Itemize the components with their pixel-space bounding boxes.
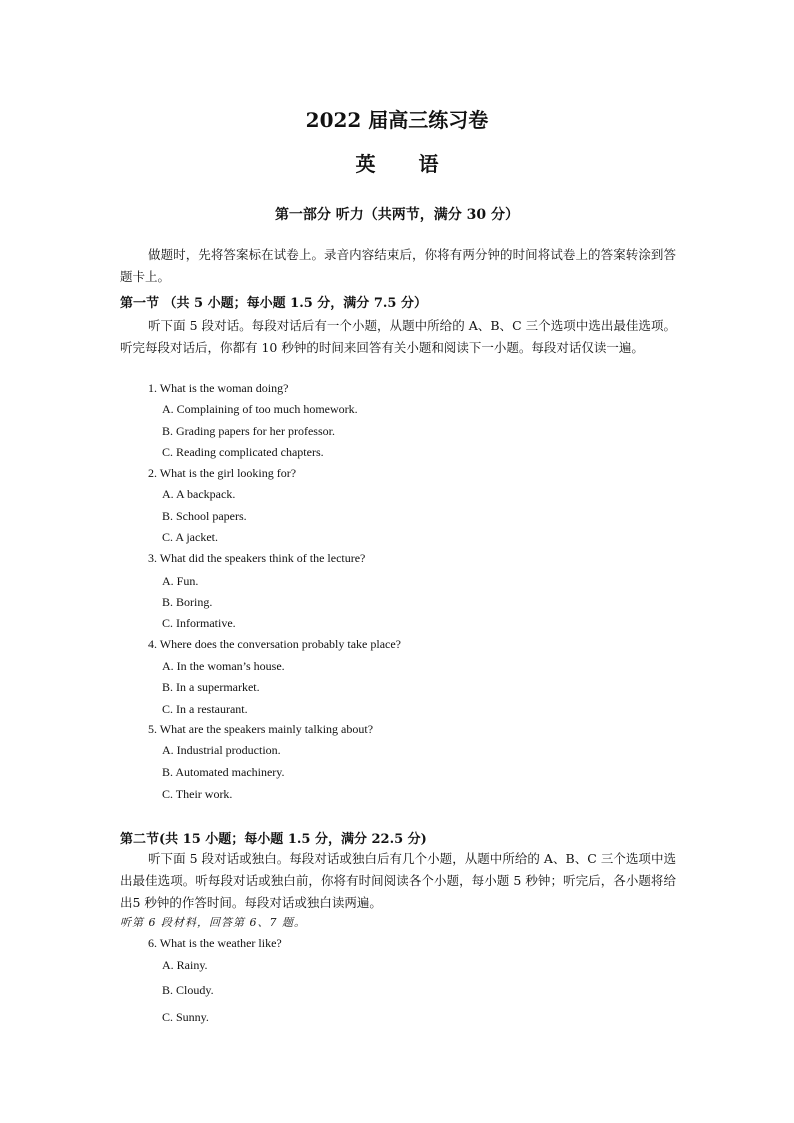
option-1a: A. Complaining of too much homework.: [162, 402, 358, 416]
option-2c: C. A jacket.: [162, 530, 218, 544]
section2-heading: 第二节(共 15 小题；每小题 1.5 分，满分 22.5 分): [120, 832, 427, 847]
question-4: 4. Where does the conversation probably take place?: [148, 637, 402, 651]
exam-title: 2022 届高三练习卷: [305, 108, 489, 132]
option-6c: C. Sunny.: [162, 1010, 209, 1024]
option-5c: C. Their work.: [162, 787, 233, 801]
question-6: 6. What is the weather like?: [148, 936, 282, 950]
question-3: 3. What did the speakers think of the lecture?: [148, 551, 366, 565]
option-5a: A. Industrial production.: [162, 743, 281, 757]
option-3c: C. Informative.: [162, 616, 236, 630]
question-2: 2. What is the girl looking for?: [148, 466, 297, 480]
question-5: 5. What are the speakers mainly talking about?: [148, 722, 374, 736]
listening-note: 听第 6 段材料，回答第 6、7 题。: [120, 916, 306, 929]
option-4a: A. In the woman’s house.: [162, 659, 285, 673]
subject-title: 英 语: [355, 152, 457, 176]
section2-instruction: 听下面 5 段对话或独白。每段对话或独白后有几个小题，从题中所给的 A、B、C 三个选项中选出最佳选项。听每段对话或独白前，你将有时间阅读各个小题，每小题 5 秒钟；听完后，各小题将给出5 秒钟的作答时间。每段对话或独白读两遍。: [120, 851, 676, 910]
section1-heading: 第一节 （共 5 小题；每小题 1.5 分，满分 7.5 分）: [120, 296, 427, 311]
option-4b: B. In a supermarket.: [162, 680, 260, 694]
option-6b: B. Cloudy.: [162, 983, 214, 997]
option-2b: B. School papers.: [162, 509, 247, 523]
option-3a: A. Fun.: [162, 574, 199, 588]
option-1b: B. Grading papers for her professor.: [162, 424, 335, 438]
option-6a: A. Rainy.: [162, 958, 208, 972]
option-1c: C. Reading complicated chapters.: [162, 445, 324, 459]
part1-heading: 第一部分 听力（共两节，满分 30 分）: [274, 207, 520, 223]
question-1: 1. What is the woman doing?: [148, 381, 289, 395]
section1-instruction: 听下面 5 段对话。每段对话后有一个小题，从题中所给的 A、B、C 三个选项中选出最佳选项。听完每段对话后，你都有 10 秒钟的时间来回答有关小题和阅读下一小题。每段对话仅读一遍。: [120, 318, 676, 355]
option-4c: C. In a restaurant.: [162, 702, 248, 716]
option-3b: B. Boring.: [162, 595, 213, 609]
option-5b: B. Automated machinery.: [162, 765, 285, 779]
option-2a: A. A backpack.: [162, 487, 236, 501]
intro-paragraph: 做题时，先将答案标在试卷上。录音内容结束后，你将有两分钟的时间将试卷上的答案转涂到答题卡上。: [120, 247, 676, 284]
